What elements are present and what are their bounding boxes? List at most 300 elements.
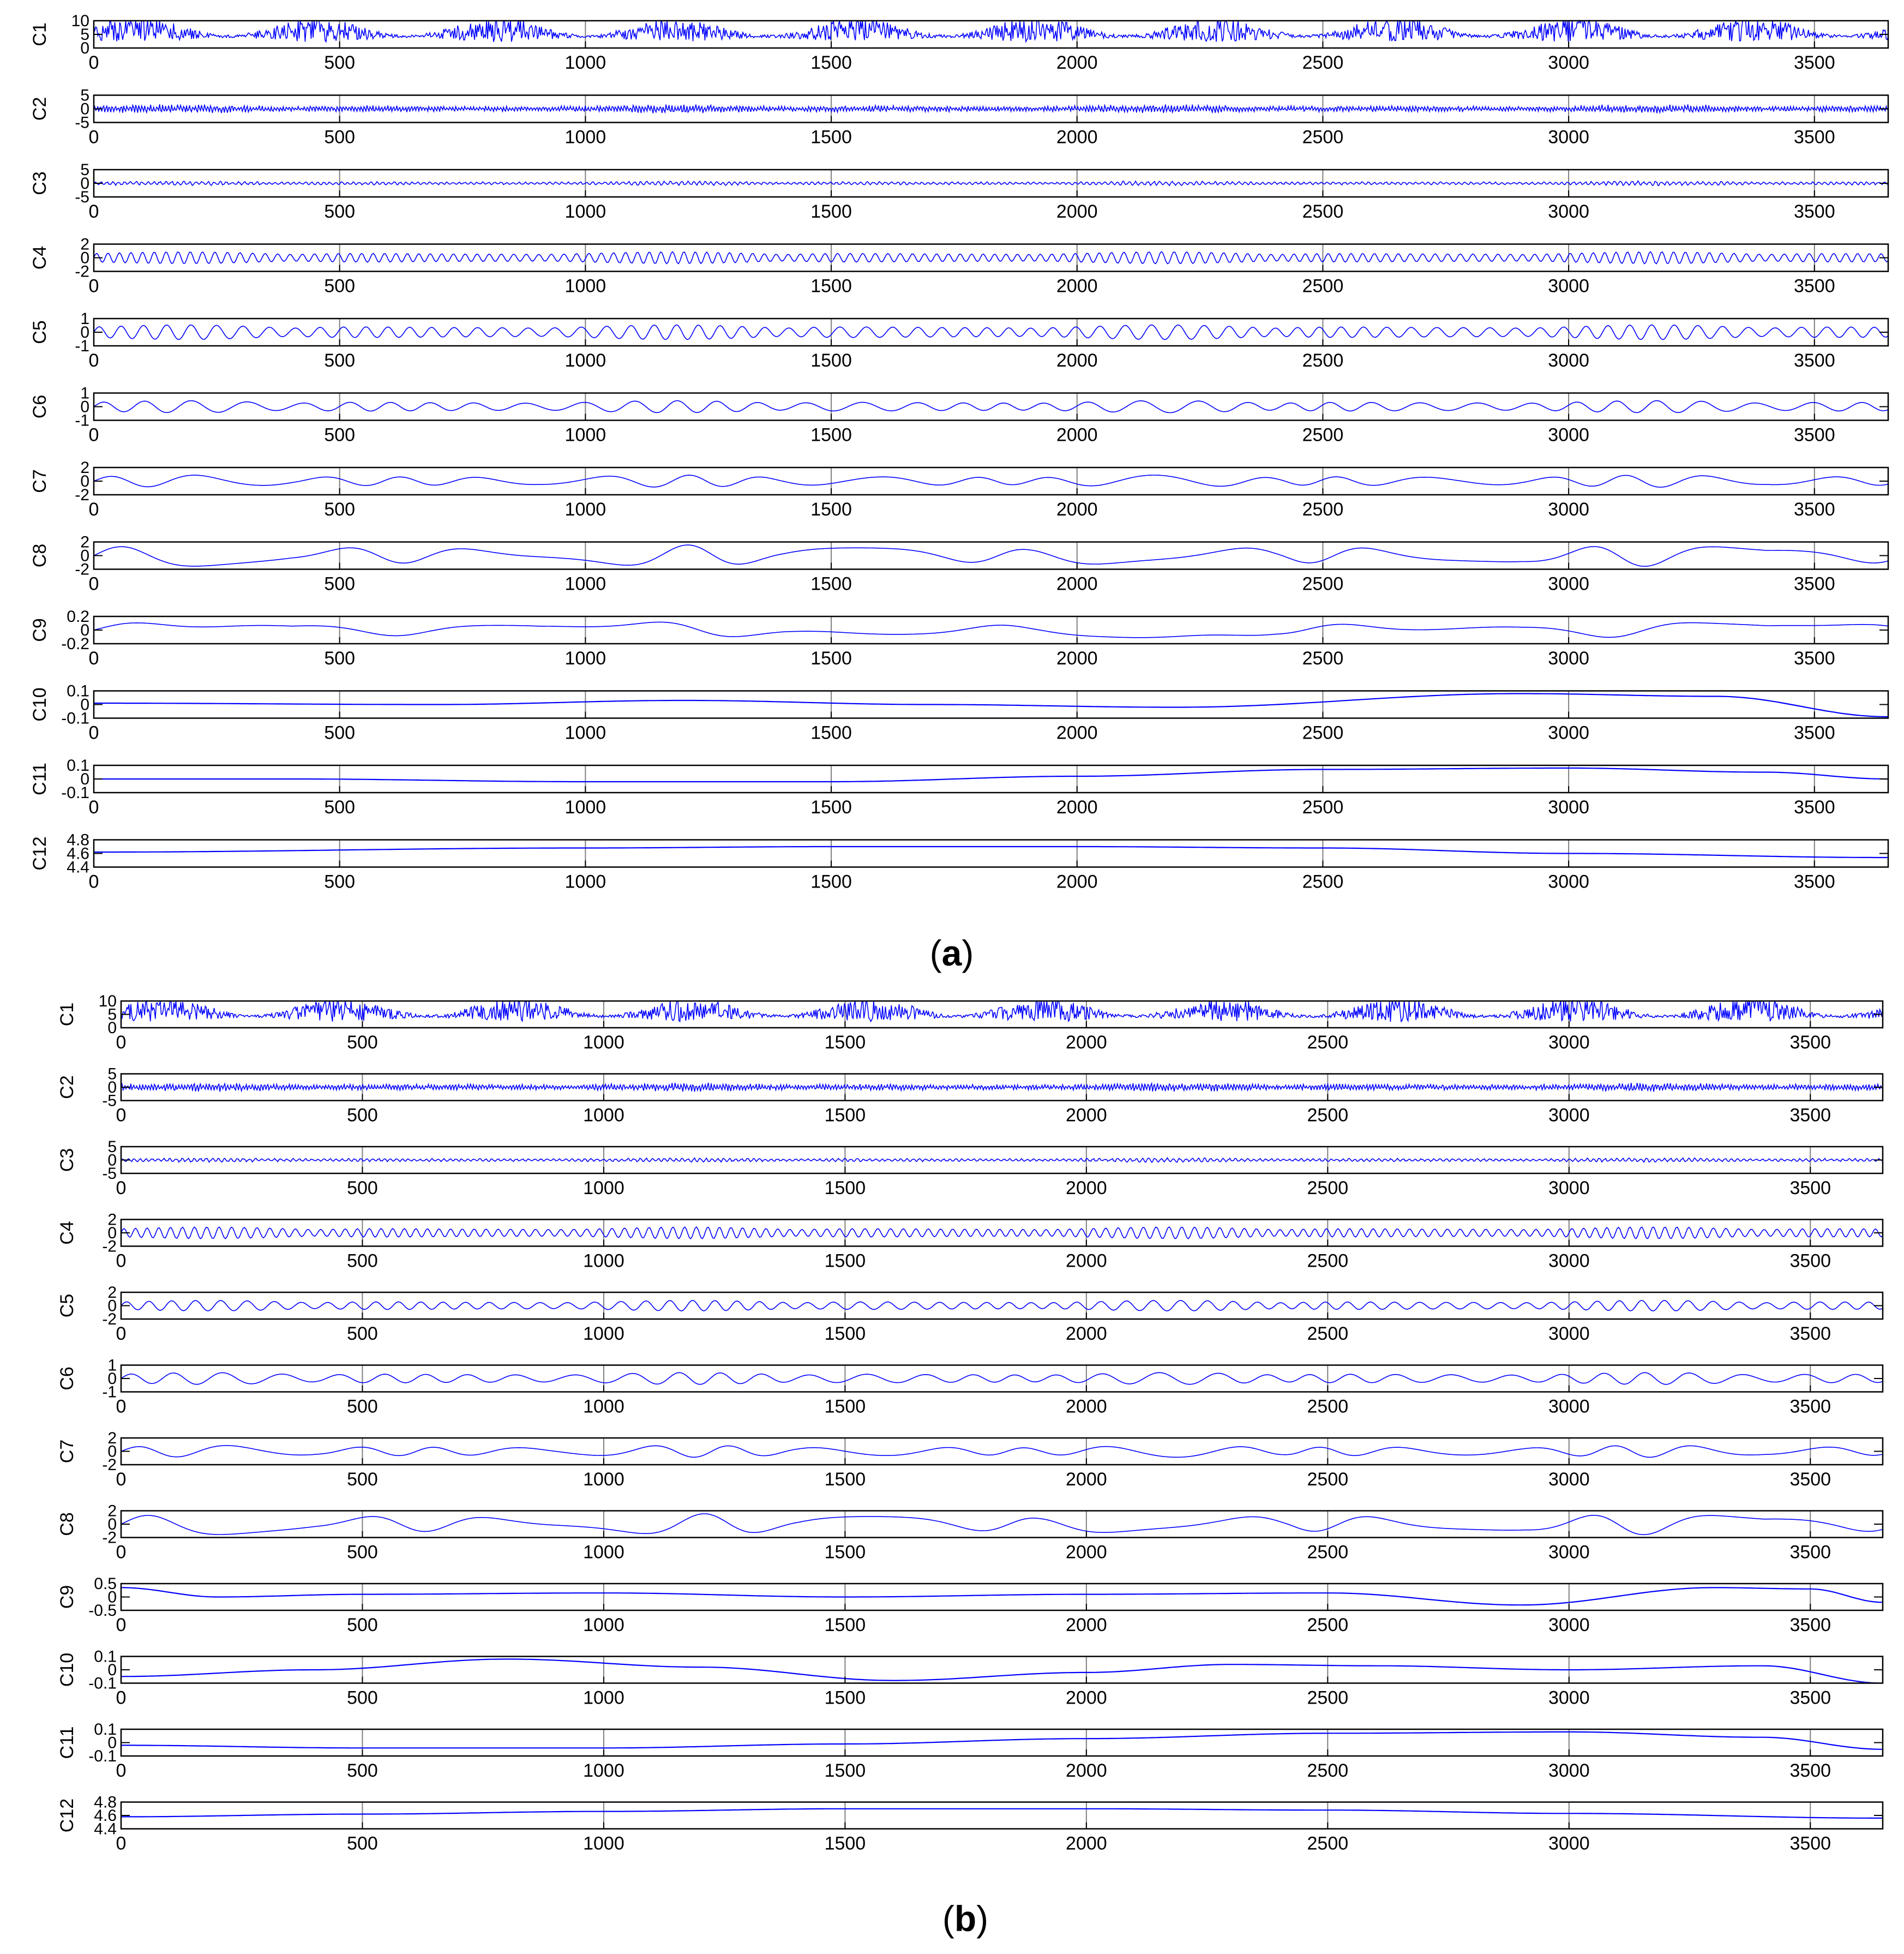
series-line-c11 [94,768,1888,782]
ytick-label-0.1: 0.1 [67,757,89,775]
xtick-label-1000: 1000 [564,424,606,446]
xtick-label-3500: 3500 [1793,127,1835,148]
xtick-label-500: 500 [324,648,356,669]
xtick-label-1500: 1500 [824,1105,866,1126]
ytick-label-0: 0 [107,1515,117,1533]
ylabel-c4: C4 [57,1221,77,1245]
ylabel-c2: C2 [57,1075,77,1099]
panel-a-caption [930,933,974,973]
panel-a-caption-letter: a [941,933,962,973]
series-line-c9 [94,622,1888,637]
xtick-label-1000: 1000 [564,201,606,222]
xtick-label-1000: 1000 [583,1469,624,1490]
subplot-c9 [29,608,1888,669]
xtick-label-500: 500 [324,52,356,73]
series-line-c6 [121,1372,1883,1384]
xtick-label-3000: 3000 [1548,52,1589,73]
ytick-label-5: 5 [80,161,89,179]
axes-box [94,616,1888,644]
axes-box [121,1438,1883,1465]
xtick-label-1500: 1500 [810,722,852,744]
xtick-label-1000: 1000 [564,871,606,892]
ylabel-c3: C3 [29,171,50,195]
xtick-label-2000: 2000 [1066,1615,1107,1635]
ytick-label-0: 0 [80,323,89,341]
xtick-label-3000: 3000 [1548,275,1589,297]
ytick-label--5: -5 [102,1092,117,1110]
subplot-c4 [29,236,1888,297]
xtick-label-0: 0 [88,722,99,744]
subplot-c12 [57,1794,1883,1854]
xtick-label-2500: 2500 [1307,1615,1349,1635]
series-line-c8 [121,1514,1883,1535]
xtick-label-3000: 3000 [1548,499,1589,520]
xtick-label-500: 500 [347,1542,378,1563]
ytick-label-2: 2 [80,533,89,552]
series-line-c4 [121,1227,1883,1239]
ytick-label--5: -5 [75,113,89,132]
xtick-label-2500: 2500 [1302,573,1344,595]
xtick-label-2000: 2000 [1056,201,1098,222]
xtick-label-3500: 3500 [1793,871,1835,892]
xtick-label-3000: 3000 [1548,1542,1590,1563]
xtick-label-2500: 2500 [1302,499,1344,520]
xtick-label-500: 500 [347,1032,378,1053]
xtick-label-2000: 2000 [1066,1542,1107,1563]
series-line-c1 [94,21,1888,42]
ytick-label-0: 0 [107,1297,117,1315]
xtick-label-1500: 1500 [810,52,852,73]
series-line-c1 [121,1001,1883,1022]
xtick-label-2000: 2000 [1066,1396,1107,1417]
axes-box [121,1584,1883,1610]
series-line-c8 [94,545,1888,566]
subplot-c6 [29,385,1888,446]
xtick-label-1500: 1500 [824,1032,866,1053]
xtick-label-3500: 3500 [1789,1469,1831,1490]
panel-a-caption-open: ( [929,933,942,973]
xtick-label-500: 500 [347,1833,378,1854]
ytick-label-0.1: 0.1 [94,1721,117,1739]
xtick-label-1500: 1500 [810,424,852,446]
ytick-label-0.1: 0.1 [94,1647,117,1666]
xtick-label-2000: 2000 [1066,1105,1107,1126]
subplot-c11 [57,1721,1883,1781]
xtick-label-3000: 3000 [1548,1323,1590,1344]
ytick-label-0.5: 0.5 [94,1575,117,1593]
ylabel-c7: C7 [29,469,50,493]
xtick-label-3500: 3500 [1789,1323,1831,1344]
ytick-label--0.1: -0.1 [61,709,89,728]
xtick-label-500: 500 [324,201,356,222]
ytick-label--0.5: -0.5 [88,1602,117,1620]
ytick-label--2: -2 [102,1310,117,1328]
xtick-label-500: 500 [347,1323,378,1344]
series-line-c5 [121,1300,1883,1311]
subplot-c7 [29,459,1888,520]
xtick-label-1000: 1000 [583,1833,624,1854]
ytick-label--2: -2 [75,262,89,281]
xtick-label-2000: 2000 [1056,797,1098,818]
ytick-label-10: 10 [71,12,89,30]
ylabel-c9: C9 [29,618,50,642]
xtick-label-500: 500 [324,871,356,892]
xtick-label-500: 500 [324,275,356,297]
ytick-label-0: 0 [107,1224,117,1242]
xtick-label-3000: 3000 [1548,1469,1590,1490]
xtick-label-1500: 1500 [824,1396,866,1417]
xtick-label-2500: 2500 [1302,871,1344,892]
xtick-label-0: 0 [88,797,99,818]
xtick-label-1500: 1500 [824,1760,866,1781]
series-line-c3 [94,181,1888,185]
ytick-label-1: 1 [80,310,89,328]
subplot-c2 [29,87,1888,148]
panel-b-caption-close: ) [976,1898,989,1939]
ylabel-c1: C1 [29,22,50,46]
ytick-label--1: -1 [102,1383,117,1401]
xtick-label-1000: 1000 [583,1032,624,1053]
xtick-label-1500: 1500 [824,1542,866,1563]
ytick-label-0: 0 [107,1588,117,1607]
panel-a-caption-close: ) [962,933,974,973]
subplot-c9 [57,1575,1883,1635]
xtick-label-0: 0 [116,1542,127,1563]
xtick-label-0: 0 [116,1615,127,1635]
ytick-label--0.1: -0.1 [88,1674,117,1693]
subplot-c6 [57,1357,1883,1417]
xtick-label-1000: 1000 [583,1178,624,1198]
xtick-label-0: 0 [88,424,99,446]
ytick-label-0: 0 [80,398,89,416]
xtick-label-2500: 2500 [1302,424,1344,446]
ylabel-c6: C6 [57,1366,77,1390]
series-line-c2 [121,1083,1883,1092]
subplot-c10 [29,682,1888,744]
xtick-label-2000: 2000 [1056,424,1098,446]
ytick-label-2: 2 [80,459,89,477]
ytick-label-0: 0 [107,1442,117,1461]
xtick-label-1500: 1500 [810,275,852,297]
xtick-label-1500: 1500 [810,573,852,595]
xtick-label-1000: 1000 [583,1105,624,1126]
xtick-label-2500: 2500 [1307,1250,1349,1272]
axes-box [94,393,1888,421]
ytick-label-0: 0 [80,547,89,565]
xtick-label-3500: 3500 [1793,201,1835,222]
xtick-label-3500: 3500 [1789,1250,1831,1272]
xtick-label-2000: 2000 [1056,350,1098,371]
xtick-label-0: 0 [116,1833,127,1854]
panel-b-caption-open: ( [942,1898,954,1939]
xtick-label-0: 0 [88,275,99,297]
ylabel-c7: C7 [57,1439,77,1464]
xtick-label-2500: 2500 [1302,52,1344,73]
xtick-label-1000: 1000 [583,1542,624,1563]
ytick-label--2: -2 [102,1529,117,1547]
xtick-label-1000: 1000 [564,127,606,148]
xtick-label-2000: 2000 [1066,1833,1107,1854]
ytick-label--0.1: -0.1 [61,784,89,802]
ylabel-c10: C10 [57,1652,77,1687]
series-line-c6 [94,400,1888,412]
xtick-label-500: 500 [324,424,356,446]
ytick-label-0: 0 [80,696,89,714]
xtick-label-3000: 3000 [1548,871,1589,892]
xtick-label-3500: 3500 [1789,1833,1831,1854]
ytick-label-10: 10 [98,992,117,1010]
ylabel-c11: C11 [29,763,50,795]
ylabel-c8: C8 [29,543,50,568]
ytick-label-0.2: 0.2 [67,608,89,626]
xtick-label-1000: 1000 [564,499,606,520]
xtick-label-3500: 3500 [1793,648,1835,669]
ytick-label-4.6: 4.6 [67,844,89,863]
xtick-label-1500: 1500 [824,1615,866,1635]
xtick-label-3000: 3000 [1548,424,1589,446]
ytick-label--2: -2 [75,560,89,579]
series-line-c7 [121,1446,1883,1458]
ytick-label-2: 2 [107,1502,117,1520]
xtick-label-2000: 2000 [1056,648,1098,669]
ytick-label-0: 0 [80,472,89,490]
ytick-label--5: -5 [75,188,89,206]
xtick-label-0: 0 [116,1687,127,1709]
ylabel-c10: C10 [29,687,50,722]
xtick-label-1500: 1500 [824,1178,866,1198]
xtick-label-500: 500 [324,499,356,520]
xtick-label-1500: 1500 [810,350,852,371]
xtick-label-3000: 3000 [1548,1105,1590,1126]
xtick-label-2500: 2500 [1302,350,1344,371]
xtick-label-1000: 1000 [564,350,606,371]
xtick-label-1500: 1500 [824,1687,866,1709]
xtick-label-2500: 2500 [1307,1469,1349,1490]
ylabel-c3: C3 [57,1148,77,1172]
ytick-label-0: 0 [107,1019,117,1037]
ylabel-c11: C11 [57,1726,77,1759]
xtick-label-0: 0 [116,1396,127,1417]
series-line-c4 [94,251,1888,263]
subplot-c1 [57,992,1883,1053]
xtick-label-2000: 2000 [1056,127,1098,148]
subplot-c11 [29,757,1888,818]
xtick-label-2000: 2000 [1066,1250,1107,1272]
xtick-label-0: 0 [116,1469,127,1490]
ytick-label-1: 1 [107,1356,117,1375]
ytick-label-0.1: 0.1 [67,682,89,700]
xtick-label-1500: 1500 [824,1323,866,1344]
xtick-label-500: 500 [324,797,356,818]
xtick-label-2500: 2500 [1307,1542,1349,1563]
xtick-label-1000: 1000 [564,797,606,818]
xtick-label-500: 500 [347,1250,378,1272]
xtick-label-1000: 1000 [564,275,606,297]
xtick-label-2500: 2500 [1302,275,1344,297]
ytick-label-5: 5 [80,86,89,105]
ytick-label--1: -1 [75,337,89,355]
xtick-label-3500: 3500 [1789,1760,1831,1781]
xtick-label-1500: 1500 [824,1833,866,1854]
xtick-label-500: 500 [347,1105,378,1126]
ytick-label-1: 1 [80,384,89,403]
xtick-label-1500: 1500 [810,201,852,222]
ytick-label-0: 0 [107,1370,117,1388]
xtick-label-500: 500 [347,1687,378,1709]
xtick-label-0: 0 [116,1250,127,1272]
xtick-label-3500: 3500 [1789,1542,1831,1563]
subplot-c5 [57,1284,1883,1344]
ytick-label-4.4: 4.4 [67,858,89,877]
xtick-label-1500: 1500 [810,797,852,818]
xtick-label-2500: 2500 [1307,1687,1349,1709]
series-line-c12 [94,847,1888,858]
xtick-label-2000: 2000 [1066,1687,1107,1709]
xtick-label-0: 0 [116,1760,127,1781]
xtick-label-3000: 3000 [1548,648,1589,669]
xtick-label-3000: 3000 [1548,1687,1590,1709]
axes-box [121,1365,1883,1392]
panel-b-caption-letter: b [954,1898,977,1939]
ytick-label--0.1: -0.1 [88,1747,117,1765]
series-line-c5 [94,325,1888,340]
xtick-label-3500: 3500 [1789,1615,1831,1635]
ytick-label-2: 2 [107,1210,117,1229]
xtick-label-0: 0 [116,1323,127,1344]
xtick-label-0: 0 [88,201,99,222]
xtick-label-2000: 2000 [1066,1760,1107,1781]
xtick-label-2000: 2000 [1056,871,1098,892]
xtick-label-2000: 2000 [1056,499,1098,520]
ytick-label--0.2: -0.2 [61,635,89,653]
xtick-label-2000: 2000 [1056,722,1098,744]
xtick-label-1500: 1500 [810,871,852,892]
xtick-label-1000: 1000 [583,1615,624,1635]
xtick-label-1000: 1000 [583,1687,624,1709]
xtick-label-2500: 2500 [1302,127,1344,148]
ylabel-c12: C12 [57,1798,77,1833]
xtick-label-2000: 2000 [1066,1469,1107,1490]
ytick-label-0: 0 [80,770,89,788]
ytick-label-5: 5 [107,1138,117,1156]
axes-box [121,1220,1883,1246]
xtick-label-3500: 3500 [1789,1178,1831,1198]
ylabel-c9: C9 [57,1585,77,1609]
ylabel-c5: C5 [57,1293,77,1318]
xtick-label-0: 0 [88,52,99,73]
xtick-label-3500: 3500 [1793,499,1835,520]
xtick-label-3500: 3500 [1793,350,1835,371]
ytick-label--1: -1 [75,411,89,430]
xtick-label-3000: 3000 [1548,1833,1590,1854]
xtick-label-1000: 1000 [564,573,606,595]
subplot-c12 [29,831,1888,892]
xtick-label-3000: 3000 [1548,722,1589,744]
ytick-label-2: 2 [107,1429,117,1447]
ytick-label-0: 0 [80,249,89,267]
xtick-label-0: 0 [88,127,99,148]
xtick-label-0: 0 [88,350,99,371]
xtick-label-1500: 1500 [824,1250,866,1272]
ytick-label--2: -2 [75,486,89,504]
series-line-c3 [121,1158,1883,1162]
ytick-label-2: 2 [80,235,89,254]
ylabel-c8: C8 [57,1512,77,1536]
xtick-label-2500: 2500 [1302,648,1344,669]
subplot-c3 [29,161,1888,222]
xtick-label-3000: 3000 [1548,1032,1590,1053]
xtick-label-3500: 3500 [1793,424,1835,446]
xtick-label-500: 500 [324,350,356,371]
xtick-label-1500: 1500 [810,499,852,520]
subplot-c2 [57,1065,1883,1126]
ytick-label-0: 0 [107,1734,117,1752]
ytick-label-5: 5 [80,26,89,44]
xtick-label-500: 500 [324,722,356,744]
xtick-label-2000: 2000 [1056,52,1098,73]
xtick-label-3500: 3500 [1789,1105,1831,1126]
ytick-label-0: 0 [107,1078,117,1096]
xtick-label-500: 500 [347,1469,378,1490]
ytick-label-5: 5 [107,1065,117,1083]
ytick-label-0: 0 [80,621,89,639]
xtick-label-3500: 3500 [1793,722,1835,744]
xtick-label-3500: 3500 [1789,1396,1831,1417]
subplot-c7 [57,1429,1883,1490]
xtick-label-3500: 3500 [1793,797,1835,818]
xtick-label-2000: 2000 [1056,275,1098,297]
subplot-c10 [57,1648,1883,1709]
xtick-label-0: 0 [88,499,99,520]
xtick-label-1500: 1500 [810,648,852,669]
xtick-label-500: 500 [347,1615,378,1635]
xtick-label-2500: 2500 [1307,1396,1349,1417]
series-line-c12 [121,1809,1883,1818]
subplot-c3 [57,1138,1883,1198]
xtick-label-0: 0 [88,648,99,669]
xtick-label-2500: 2500 [1307,1760,1349,1781]
xtick-label-1500: 1500 [824,1469,866,1490]
axes-box [94,319,1888,346]
panel-a-chart-group [29,12,1888,892]
ytick-label-5: 5 [107,1005,117,1024]
axes-box [121,1802,1883,1829]
series-line-c7 [94,475,1888,487]
subplot-c4 [57,1211,1883,1272]
xtick-label-3000: 3000 [1548,1615,1590,1635]
xtick-label-2000: 2000 [1056,573,1098,595]
ytick-label-4.4: 4.4 [94,1820,117,1838]
xtick-label-2500: 2500 [1302,722,1344,744]
subplot-c5 [29,310,1888,371]
series-line-c10 [121,1659,1883,1683]
axes-box [94,467,1888,495]
xtick-label-3500: 3500 [1789,1032,1831,1053]
ytick-label-0: 0 [107,1661,117,1679]
ylabel-c1: C1 [57,1002,77,1027]
ytick-label-0: 0 [80,100,89,118]
ylabel-c6: C6 [29,394,50,419]
xtick-label-1000: 1000 [583,1760,624,1781]
xtick-label-3000: 3000 [1548,201,1589,222]
xtick-label-2500: 2500 [1307,1032,1349,1053]
xtick-label-1000: 1000 [564,648,606,669]
ytick-label-4.8: 4.8 [94,1793,117,1812]
xtick-label-3000: 3000 [1548,127,1589,148]
xtick-label-1000: 1000 [583,1250,624,1272]
xtick-label-2500: 2500 [1307,1833,1349,1854]
xtick-label-500: 500 [347,1760,378,1781]
